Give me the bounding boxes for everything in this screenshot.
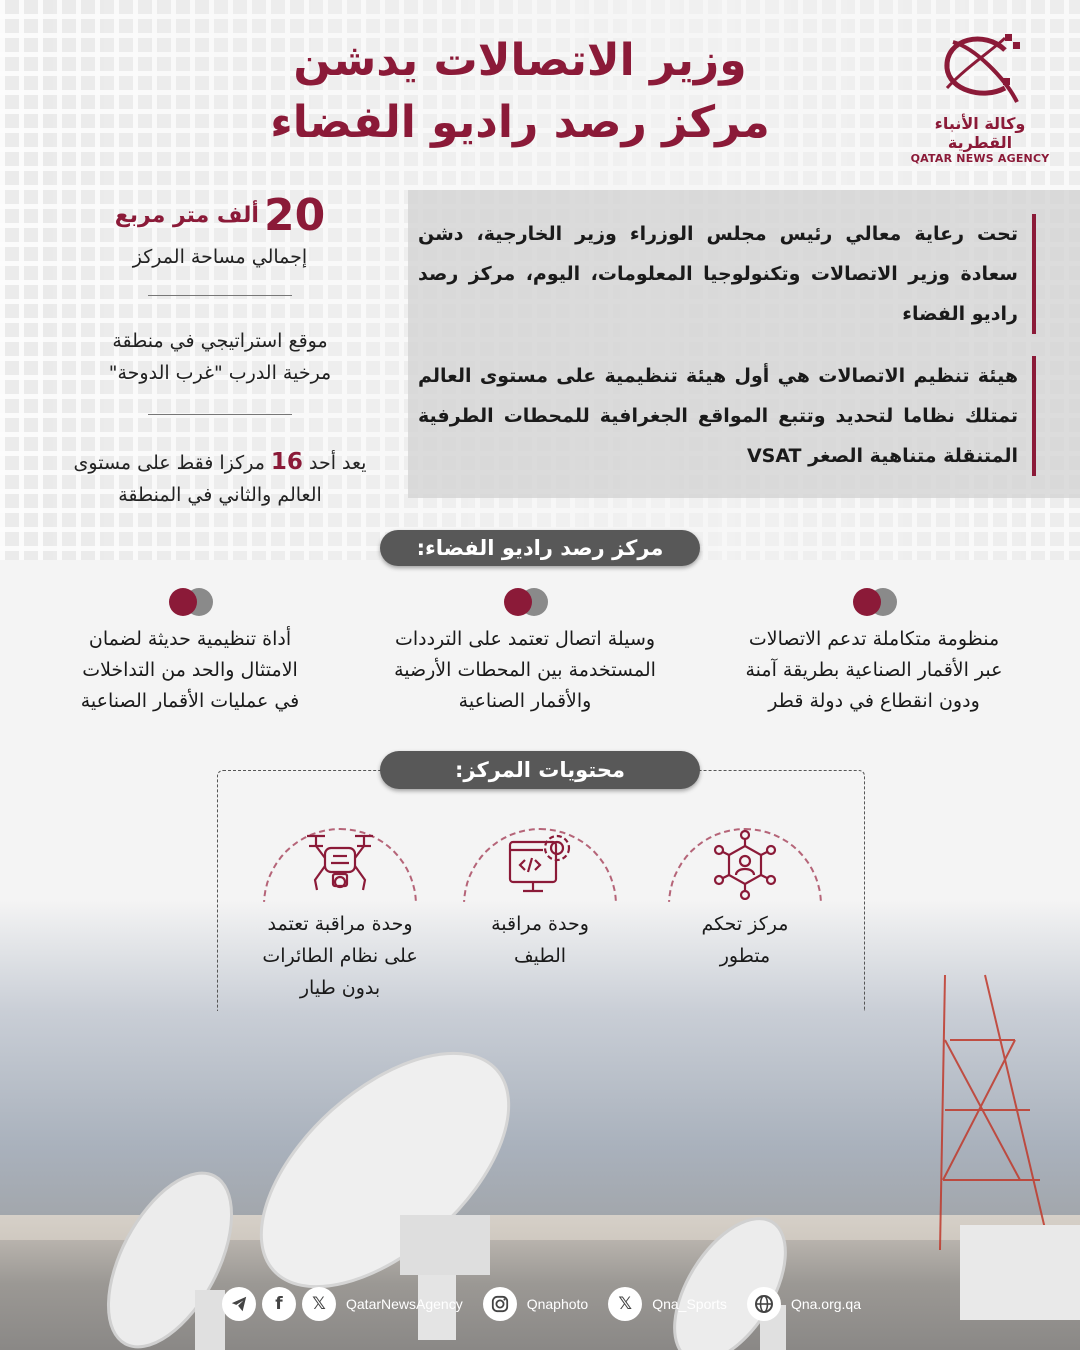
content-label: بدون طيار [299, 977, 381, 999]
stat-area-unit: ألف متر مربع [114, 203, 259, 228]
x-icon[interactable]: 𝕏 [608, 1287, 642, 1321]
stat-rank-prefix: يعد أحد [308, 452, 367, 474]
page-title [270, 30, 770, 154]
globe-icon[interactable] [747, 1287, 781, 1321]
feature-item [365, 588, 685, 717]
feature-line: عبر الأقمار الصناعية بطريقة آمنة [745, 659, 1003, 681]
feature-line: وسيلة اتصال تعتمد على الترددات [394, 628, 656, 650]
logo-arabic-name: وكالة الأنباء القطرية [934, 114, 1026, 152]
section-title-radio-center: مركز رصد راديو الفضاء: [380, 530, 700, 566]
content-label: وحدة مراقبة [491, 913, 589, 935]
divider [148, 414, 292, 415]
feature-line: ودون انقطاع في دولة قطر [768, 690, 980, 712]
bullet-dots-icon [500, 588, 550, 618]
stat-area-label: إجمالي مساحة المركز [132, 246, 308, 268]
stat-area [40, 190, 400, 273]
social-handle-instagram[interactable]: Qnaphoto [526, 1296, 589, 1312]
bullet-dots-icon [849, 588, 899, 618]
content-label: وحدة مراقبة تعتمد [267, 913, 413, 935]
qna-logo [905, 28, 1055, 165]
network-user-hub-icon [710, 830, 780, 900]
intro-paragraph-2: هيئة تنظيم الاتصالات هي أول هيئة تنظيمية على مستوى العالم تمتلك نظاما لتحديد وتتبع المواقع الجغرافية للمحطات الطرفية المتنقلة متناهية الصغر VSAT [418, 356, 1036, 476]
feature-item [714, 588, 1034, 717]
facebook-icon[interactable]: f [262, 1287, 296, 1321]
x-icon[interactable]: 𝕏 [302, 1287, 336, 1321]
content-item-spectrum-monitoring [445, 820, 635, 972]
intro-paragraph-1: تحت رعاية معالي رئيس مجلس الوزراء وزير الخارجية، دشن سعادة وزير الاتصالات وتكنولوجيا المعلومات، اليوم، مركز رصد راديو الفضاء [418, 214, 1036, 334]
website-link[interactable]: Qna.org.qa [790, 1296, 861, 1312]
title-line-2: مركز رصد راديو الفضاء [270, 97, 770, 148]
instagram-icon[interactable] [483, 1287, 517, 1321]
feature-line: منظومة متكاملة تدعم الاتصالات [748, 628, 1000, 650]
stat-rank [40, 446, 400, 511]
social-footer [222, 1285, 875, 1323]
code-window-gear-icon [505, 830, 575, 900]
stat-rank-suffix: مركزا فقط على مستوى [73, 452, 265, 474]
bullet-dots-icon [165, 588, 215, 618]
content-label: الطيف [513, 945, 567, 967]
content-label: على نظام الطائرات [262, 945, 418, 967]
stat-location-line-1: موقع استراتيجي في منطقة [112, 330, 328, 352]
stat-rank-line-2: العالم والثاني في المنطقة [118, 484, 322, 506]
qna-emblem-icon [935, 28, 1025, 108]
feature-line: في عمليات الأقمار الصناعية [80, 690, 300, 712]
feature-line: أداة تنظيمية حديثة لضمان [88, 628, 292, 650]
telegram-icon[interactable] [222, 1287, 256, 1321]
feature-line: الامتثال والحد من التداخلات [82, 659, 298, 681]
divider [148, 295, 292, 296]
feature-line: والأقمار الصناعية [458, 690, 592, 712]
social-handle-x-sports[interactable]: Qna_Sports [652, 1296, 727, 1312]
title-line-1: وزير الاتصالات يدشن [293, 35, 747, 86]
stat-location [40, 325, 400, 389]
stat-location-line-2: مرخية الدرب "غرب الدوحة" [108, 362, 332, 384]
feature-line: المستخدمة بين المحطات الأرضية [394, 659, 656, 681]
content-item-control-center [650, 820, 840, 972]
content-label: مركز تحكم [701, 913, 789, 935]
social-handle-x[interactable]: QatarNewsAgency [346, 1296, 463, 1312]
content-item-drone-monitoring [240, 820, 440, 1004]
feature-item [30, 588, 350, 717]
content-label: متطور [719, 945, 771, 967]
stat-area-number: 20 [264, 190, 326, 241]
logo-english-name: QATAR NEWS AGENCY [910, 152, 1050, 165]
stat-rank-number: 16 [270, 449, 303, 475]
drone-camera-icon [305, 830, 375, 900]
section-title-center-contents: محتويات المركز: [380, 751, 700, 789]
